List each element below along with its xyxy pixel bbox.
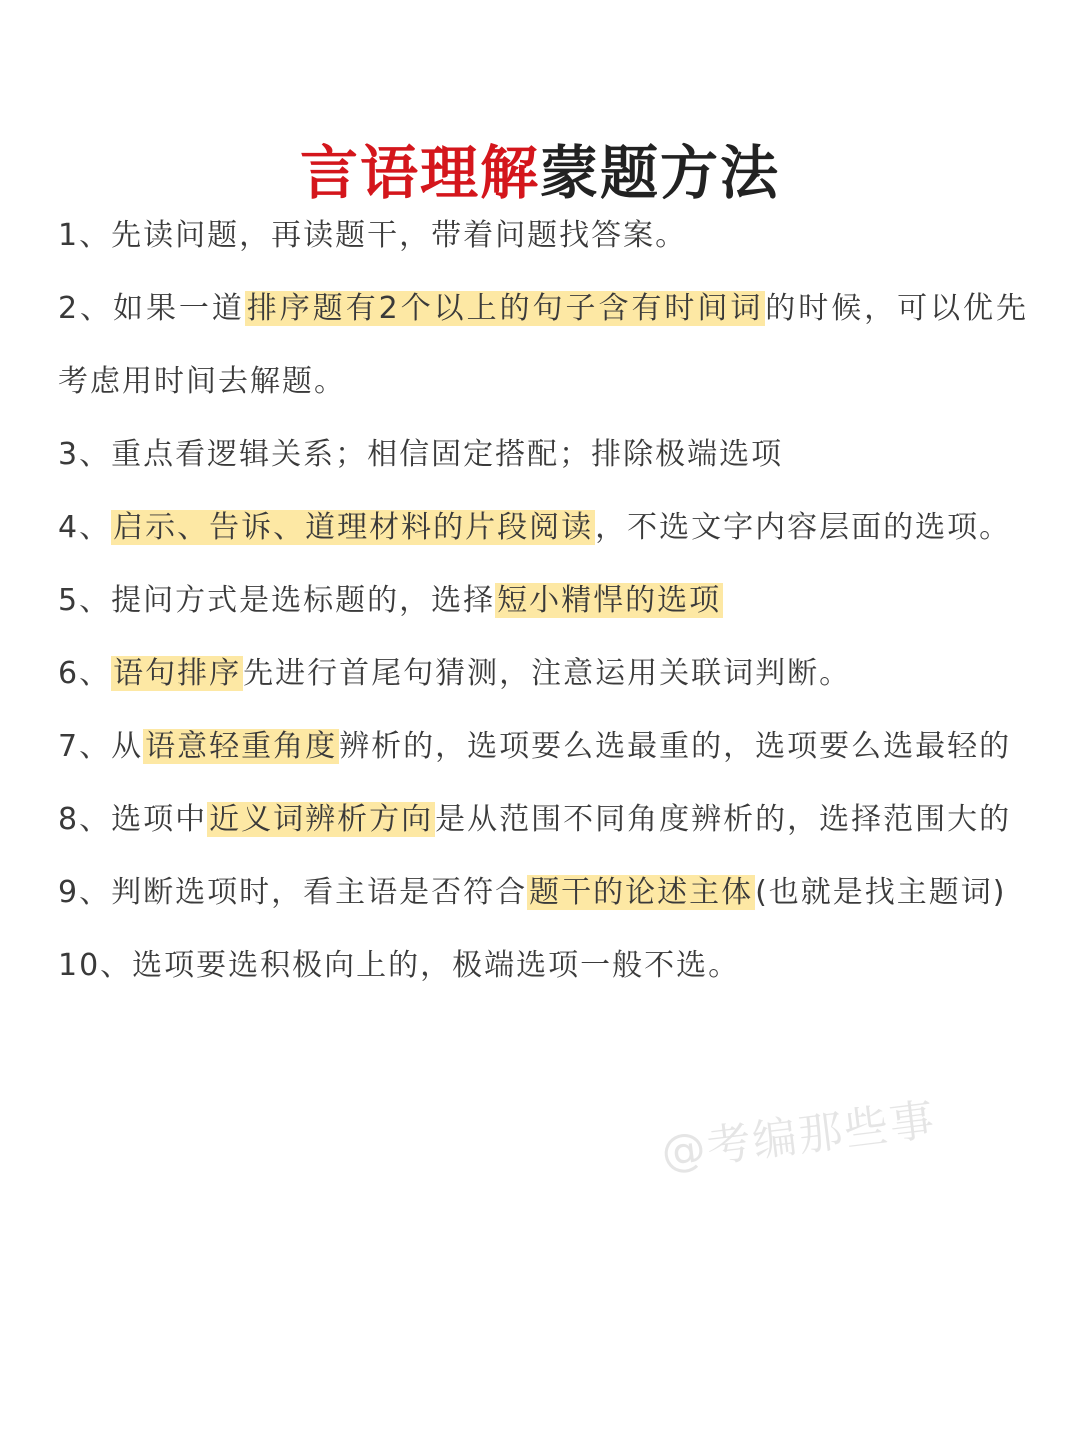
item-text: 辨析的，选项要么选最重的，选项要么选最轻的 (339, 729, 1012, 764)
list-item (58, 418, 1028, 491)
list-item (58, 637, 1028, 710)
highlighted-text: 语句排序 (113, 656, 242, 691)
item-text: 8、选项中 (58, 802, 208, 837)
item-text: 4、 (58, 510, 112, 545)
list-item (58, 272, 1028, 418)
highlighted-text: 排序题有2个以上的句子含有时间词 (246, 291, 764, 326)
tips-list (58, 199, 1028, 1002)
list-item (58, 929, 1028, 1002)
list-item (58, 783, 1028, 856)
item-text: 先进行首尾句猜测，注意运用关联词判断。 (243, 656, 852, 691)
item-text: 的时候，可以优先考虑用时间去解题。 (58, 291, 1028, 399)
watermark: @考编那些事 (658, 1094, 939, 1179)
title-highlight: 言语理解 (299, 138, 540, 207)
item-text: 3、重点看逻辑关系；相信固定搭配；排除极端选项 (58, 437, 784, 472)
highlighted-text: 启示、告诉、道理材料的片段阅读 (113, 510, 594, 545)
item-text: ，不选文字内容层面的选项。 (595, 510, 1012, 545)
list-item (58, 199, 1028, 272)
item-text: 5、提问方式是选标题的，选择 (58, 583, 496, 618)
item-text: (也就是找主题词) (755, 875, 1007, 910)
list-item (58, 564, 1028, 637)
highlighted-text: 短小精悍的选项 (497, 583, 722, 618)
highlighted-text: 语意轻重角度 (145, 729, 338, 764)
item-text: 10、选项要选积极向上的，极端选项一般不选。 (58, 948, 741, 983)
item-text: 6、 (58, 656, 112, 691)
list-item (58, 856, 1028, 929)
title-rest: 蒙题方法 (540, 138, 781, 207)
item-text: 是从范围不同角度辨析的，选择范围大的 (435, 802, 1012, 837)
list-item (58, 710, 1028, 783)
item-text: 1、先读问题，再读题干，带着问题找答案。 (58, 218, 688, 253)
item-text: 7、从 (58, 729, 144, 764)
item-text: 2、如果一道 (58, 291, 245, 326)
highlighted-text: 近义词辨析方向 (209, 802, 434, 837)
highlighted-text: 题干的论述主体 (529, 875, 754, 910)
list-item (58, 491, 1028, 564)
item-text: 9、判断选项时，看主语是否符合 (58, 875, 528, 910)
